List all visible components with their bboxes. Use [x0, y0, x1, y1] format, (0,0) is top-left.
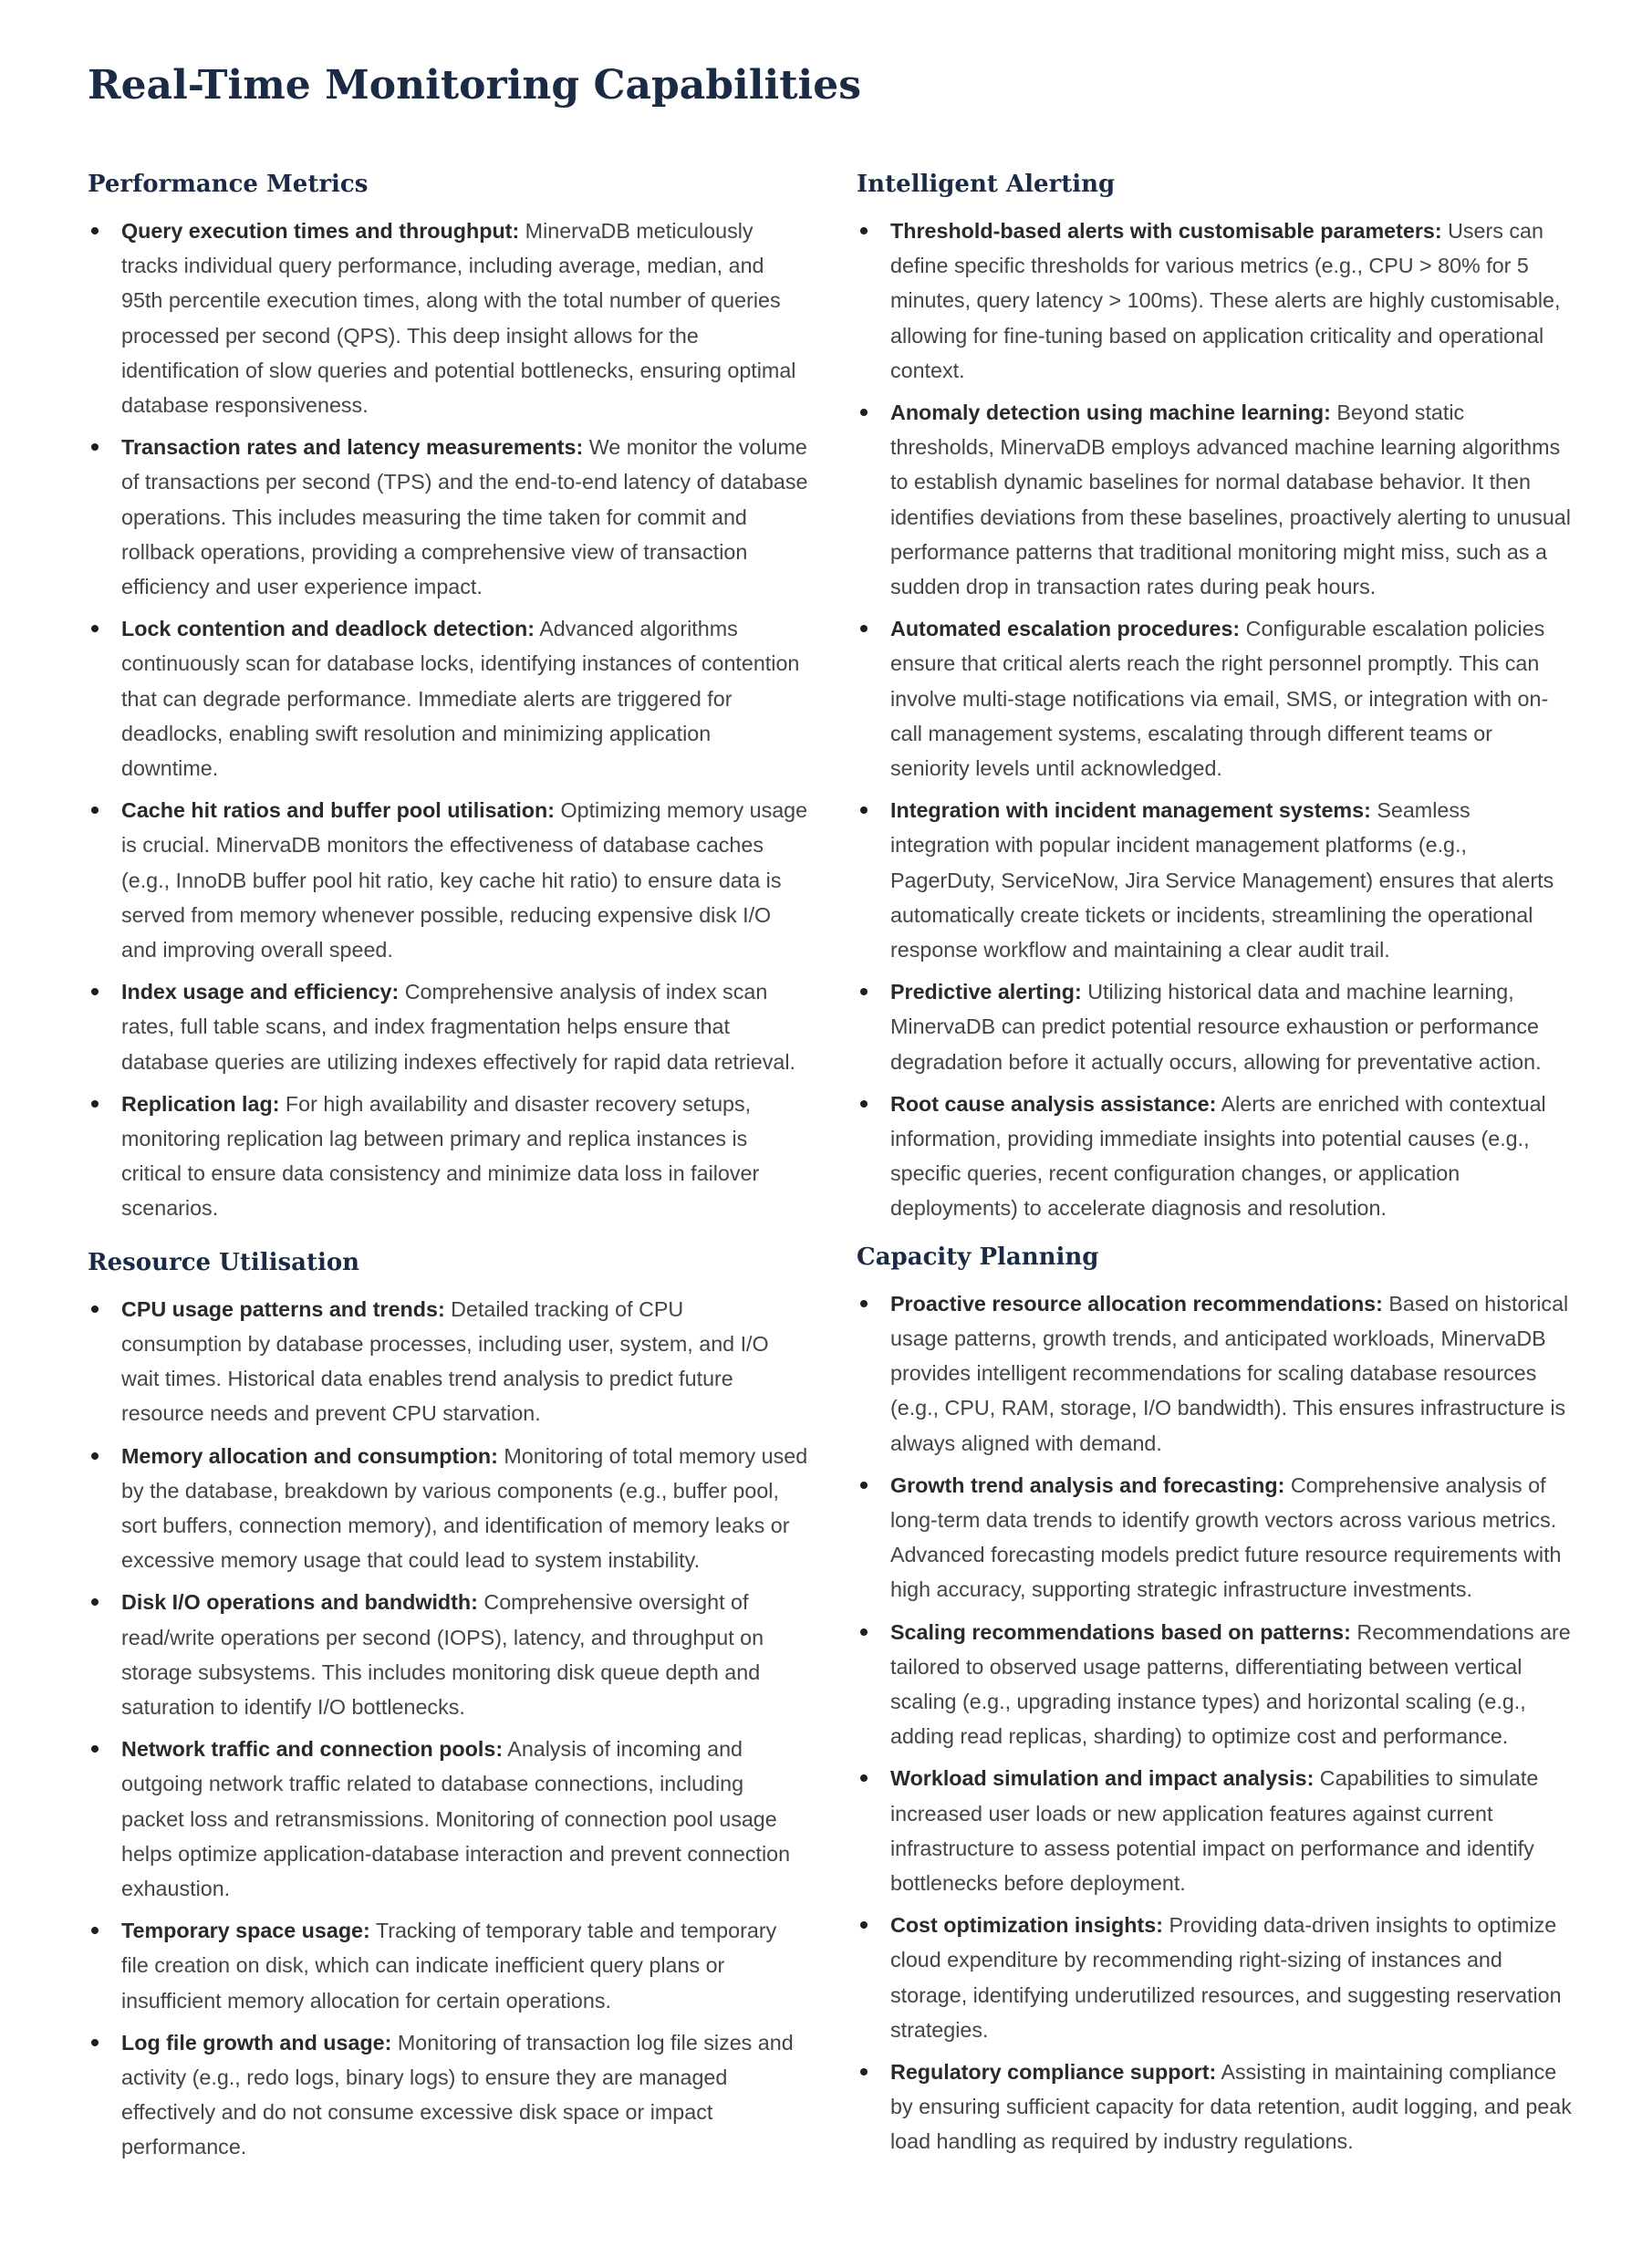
item-title: Anomaly detection using machine learning: — [890, 401, 1331, 425]
item-text: Monitoring of total memory used by the database, breakdown by various components (e.g., buffer pool, sort buffers, connection memory), and identification of memory leaks or excessive memory usage that could lead to system instability. — [121, 1443, 808, 1573]
bullet-list — [88, 213, 808, 1226]
item-title: Scaling recommendations based on patterns: — [890, 1619, 1351, 1644]
list-item — [857, 395, 1573, 604]
section-heading: Performance Metrics — [88, 171, 369, 198]
item-text: Assisting in maintaining compliance by ensuring sufficient capacity for data retention, audit logging, and peak load handling as required by industry regulations. — [890, 2059, 1572, 2154]
page-title: Real-Time Monitoring Capabilities — [88, 62, 862, 109]
list-item — [857, 1286, 1573, 1461]
list-item — [857, 974, 1573, 1079]
section-intelligent-alerting — [857, 166, 1573, 1226]
list-item — [88, 1913, 808, 2018]
item-text: Analysis of incoming and outgoing network traffic related to database connections, including packet loss and retransmissions. Monitoring of connection pool usage helps optimize application-database interaction and prevent connection exhaustion. — [121, 1737, 791, 1900]
section-capacity-planning — [857, 1239, 1573, 2159]
item-title: Cost optimization insights: — [890, 1913, 1163, 1938]
item-text: Beyond static thresholds, MinervaDB employs advanced machine learning algorithms to establish dynamic baselines for normal database behavior. It then identifies deviations from these baselines, proactively alerting to unusual performance patterns that traditional monitoring might miss, such as a sudden drop in transaction rates during peak hours. — [890, 401, 1571, 599]
item-text: Optimizing memory usage is crucial. MinervaDB monitors the effectiveness of database caches (e.g., InnoDB buffer pool hit ratio, key cache hit ratio) to ensure data is served from memory whenever possible, reducing expensive disk I/O and improving overall speed. — [121, 798, 808, 962]
item-text: Capabilities to simulate increased user loads or new application features against current infrastructure to assess potential impact on performance and identify bottlenecks before deployment. — [890, 1766, 1539, 1895]
item-title: Regulatory compliance support: — [890, 2059, 1217, 2084]
item-title: Replication lag: — [121, 1091, 280, 1116]
item-text: Tracking of temporary table and temporary file creation on disk, which can indicate inefficient query plans or insufficient memory allocation for certain operations. — [121, 1919, 777, 2013]
item-title: Transaction rates and latency measurements: — [121, 435, 584, 460]
item-title: Growth trend analysis and forecasting: — [890, 1472, 1285, 1497]
list-item — [857, 1761, 1573, 1900]
item-text: Configurable escalation policies ensure that critical alerts reach the right personnel promptly. This can involve multi-stage notifications via email, SMS, or integration with on-call management systems, escalating through different teams or seniority levels until acknowledged. — [890, 617, 1549, 781]
item-text: Comprehensive analysis of long-term data trends to identify growth vectors across various metrics. Advanced forecasting models predict future resource requirements with high accuracy, supporting strategic infrastructure investments. — [890, 1472, 1562, 1602]
item-title: Cache hit ratios and buffer pool utilisation: — [121, 798, 556, 823]
item-title: Predictive alerting: — [890, 980, 1082, 1004]
list-item — [857, 793, 1573, 967]
section-heading: Capacity Planning — [857, 1243, 1099, 1271]
item-text: Alerts are enriched with contextual information, providing immediate insights into potential causes (e.g., specific queries, recent configuration changes, or application deployments) to accelerate diagnosis and resolution. — [890, 1091, 1546, 1221]
bullet-list — [857, 1286, 1573, 2159]
list-item — [857, 213, 1573, 388]
list-item — [88, 1732, 808, 1906]
item-text: Monitoring of transaction log file sizes and activity (e.g., redo logs, binary logs) to ensure they are managed effectively and do not consume excessive disk space or impact performance. — [121, 2030, 794, 2159]
left-column — [88, 166, 808, 2172]
item-title: Memory allocation and consumption: — [121, 1443, 498, 1468]
list-item — [88, 1087, 808, 1226]
bullet-list — [857, 213, 1573, 1226]
list-item — [857, 1908, 1573, 2047]
section-heading: Intelligent Alerting — [857, 171, 1116, 198]
item-text: Recommendations are tailored to observed usage patterns, differentiating between vertical scaling (e.g., upgrading instance types) and horizontal scaling (e.g., adding read replicas, sharding) to optimize cost and performance. — [890, 1619, 1571, 1749]
item-text: Comprehensive analysis of index scan rates, full table scans, and index fragmentation helps ensure that database queries are utilizing indexes effectively for rapid data retrieval. — [121, 980, 796, 1074]
item-text: Users can define specific thresholds for various metrics (e.g., CPU > 80% for 5 minutes, query latency > 100ms). These alerts are highly customisable, allowing for fine-tuning based on application criticality and operational context. — [890, 219, 1561, 382]
list-item — [88, 430, 808, 604]
list-item — [857, 1087, 1573, 1226]
item-title: Integration with incident management systems: — [890, 798, 1371, 823]
section-resource-utilisation — [88, 1244, 808, 2165]
item-title: Workload simulation and impact analysis: — [890, 1766, 1315, 1791]
item-title: Query execution times and throughput: — [121, 219, 520, 243]
list-item — [88, 974, 808, 1079]
section-heading: Resource Utilisation — [88, 1248, 360, 1276]
list-item — [857, 1468, 1573, 1607]
list-item — [88, 611, 808, 785]
item-text: Providing data-driven insights to optimize cloud expenditure by recommending right-sizing of instances and storage, identifying underutilized resources, and suggesting reservation strategies. — [890, 1913, 1562, 2042]
item-title: Log file growth and usage: — [121, 2030, 392, 2055]
item-text: Based on historical usage patterns, growth trends, and anticipated workloads, MinervaDB provides intelligent recommendations for scaling database resources (e.g., CPU, RAM, storage, I/O bandwidth). This ensures infrastructure is always aligned with demand. — [890, 1291, 1569, 1455]
item-text: For high availability and disaster recovery setups, monitoring replication lag between primary and replica instances is critical to ensure data consistency and minimize data loss in failover scenarios. — [121, 1091, 760, 1221]
item-text: Seamless integration with popular incident management platforms (e.g., PagerDuty, ServiceNow, Jira Service Management) ensures that alerts automatically create tickets or incidents, streamlining the operational response workflow and maintaining a clear audit trail. — [890, 798, 1554, 962]
list-item — [88, 213, 808, 422]
list-item — [857, 2055, 1573, 2159]
bullet-list — [88, 1292, 808, 2165]
item-text: Advanced algorithms continuously scan for database locks, identifying instances of contention that can degrade performance. Immediate alerts are triggered for deadlocks, enabling swift resolution and minimizing application downtime. — [121, 617, 800, 781]
list-item — [88, 1439, 808, 1578]
item-title: CPU usage patterns and trends: — [121, 1296, 445, 1321]
item-title: Network traffic and connection pools: — [121, 1737, 504, 1762]
list-item — [88, 793, 808, 967]
section-performance-metrics — [88, 166, 808, 1226]
item-text: Utilizing historical data and machine learning, MinervaDB can predict potential resource exhaustion or performance degradation before it actually occurs, allowing for preventative action. — [890, 980, 1542, 1074]
item-title: Threshold-based alerts with customisable parameters: — [890, 219, 1442, 243]
item-text: We monitor the volume of transactions per second (TPS) and the end-to-end latency of database operations. This includes measuring the time taken for commit and rollback operations, providing a comprehensive view of transaction efficiency and user experience impact. — [121, 435, 808, 599]
item-title: Proactive resource allocation recommendations: — [890, 1291, 1383, 1316]
list-item — [857, 1615, 1573, 1754]
item-title: Root cause analysis assistance: — [890, 1091, 1217, 1116]
list-item — [88, 1292, 808, 1431]
item-text: Detailed tracking of CPU consumption by database processes, including user, system, and I/O wait times. Historical data enables trend analysis to predict future resource needs and prevent CPU starvation. — [121, 1296, 769, 1426]
item-title: Lock contention and deadlock detection: — [121, 617, 535, 641]
list-item — [88, 1585, 808, 1724]
item-text: MinervaDB meticulously tracks individual query performance, including average, median, and 95th percentile execution times, along with the total number of queries processed per second (QPS). This deep insight allows for the identification of slow queries and potential bottlenecks, ensuring optimal database responsiveness. — [121, 219, 796, 418]
list-item — [88, 2025, 808, 2165]
list-item — [857, 611, 1573, 785]
item-title: Index usage and efficiency: — [121, 980, 400, 1004]
item-text: Comprehensive oversight of read/write operations per second (IOPS), latency, and throughput on storage subsystems. This includes monitoring disk queue depth and saturation to identify I/O bottlenecks. — [121, 1590, 764, 1719]
item-title: Automated escalation procedures: — [890, 617, 1241, 641]
item-title: Disk I/O operations and bandwidth: — [121, 1590, 478, 1615]
item-title: Temporary space usage: — [121, 1919, 370, 1943]
right-column — [857, 166, 1573, 2167]
